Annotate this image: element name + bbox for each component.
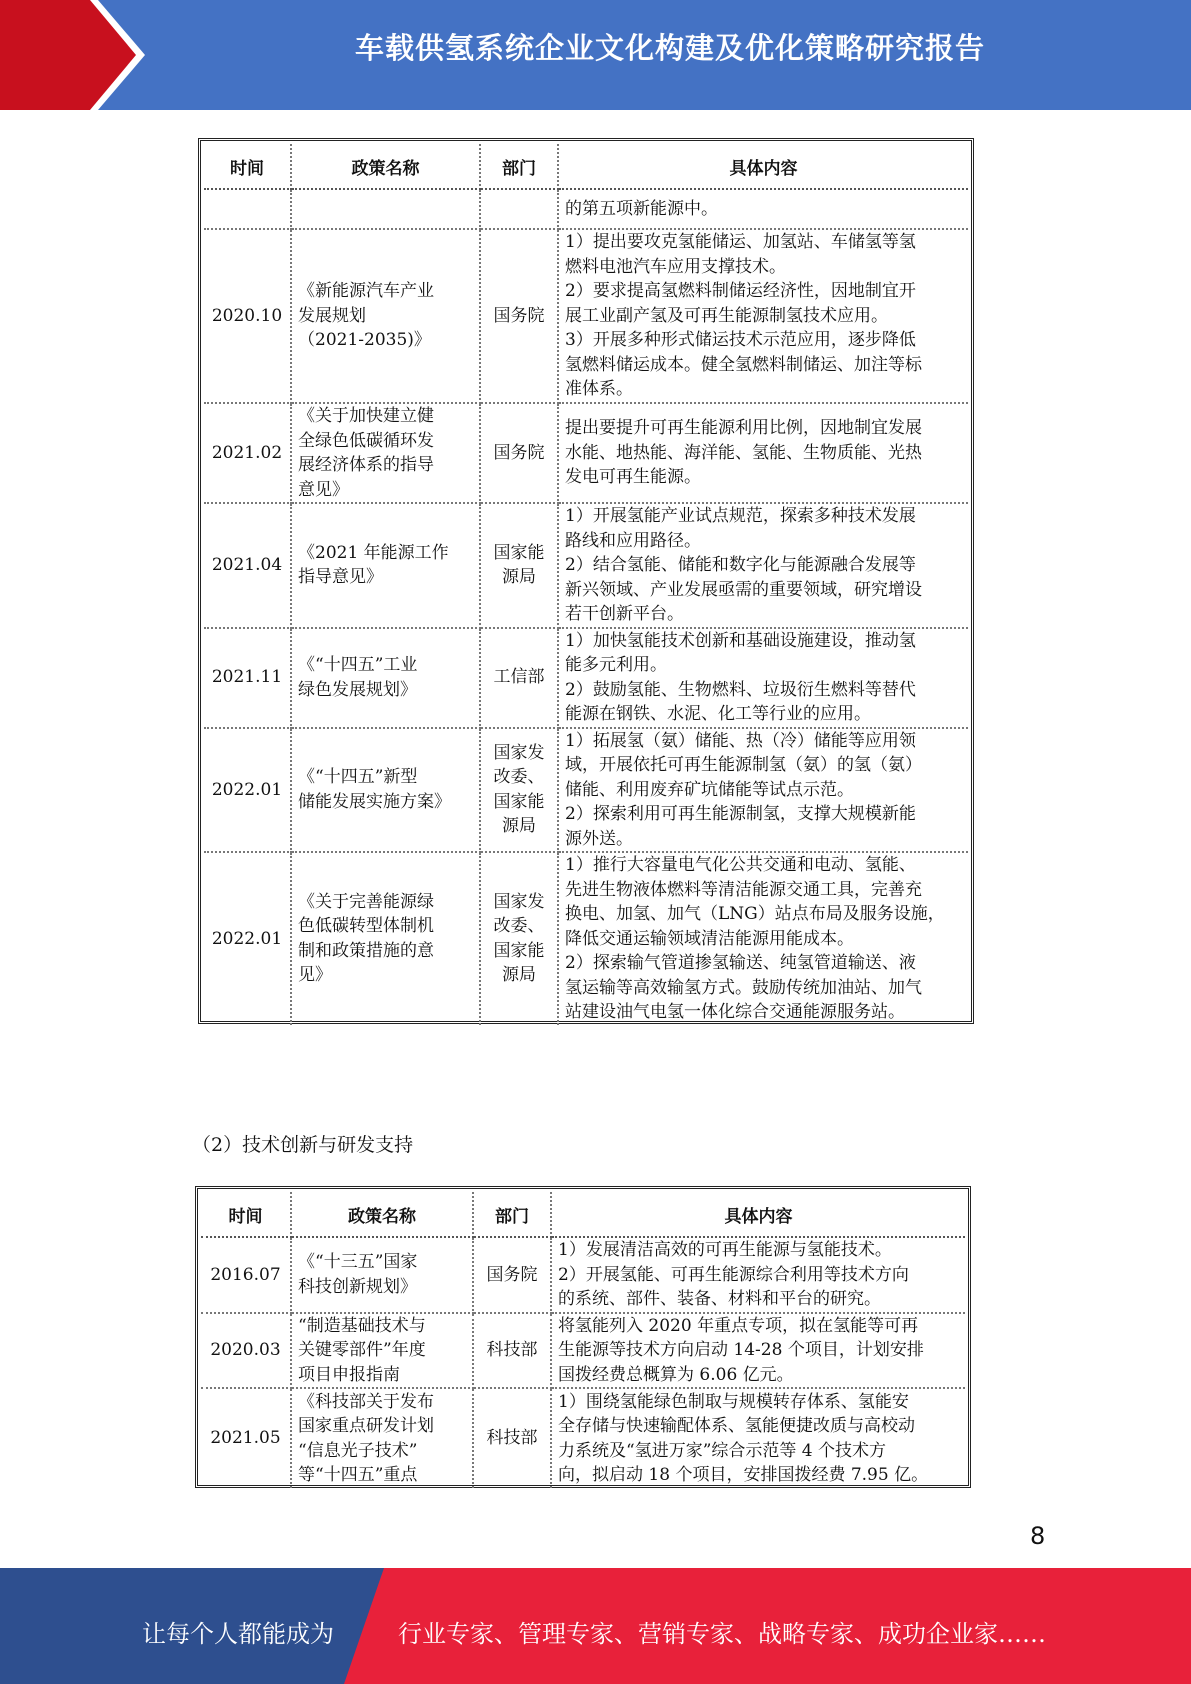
header-time: 时间 xyxy=(201,1192,291,1237)
cell-content-line: 1）开展氢能产业试点规范，探索多种技术发展 xyxy=(565,506,916,526)
cell-policy-name-line: 《2021 年能源工作 xyxy=(298,542,449,563)
table-header-row xyxy=(204,144,968,189)
cell-policy-name xyxy=(291,229,480,403)
cell-content-line: 准体系。 xyxy=(565,379,633,400)
cell-department-line: 国家能 xyxy=(493,542,545,563)
policy-table-1 xyxy=(198,138,974,1024)
cell-content-line: 的系统、部件、装备、材料和平台的研究。 xyxy=(558,1289,881,1309)
header-time: 时间 xyxy=(204,144,291,189)
cell-content-line: 的第五项新能源中。 xyxy=(565,198,718,219)
cell-policy-name-line: 绿色发展规划》 xyxy=(298,679,417,700)
cell-content-line: 国拨经费总概算为 6.06 亿元。 xyxy=(558,1364,794,1385)
cell-department-line: 工信部 xyxy=(493,667,545,688)
cell-time xyxy=(204,189,291,229)
cell-content-line: 发电可再生能源。 xyxy=(565,467,701,488)
cell-policy-name xyxy=(291,1313,473,1389)
cell-policy-name xyxy=(291,628,480,728)
cell-policy-name xyxy=(291,403,480,503)
cell-policy-name-line: 科技创新规划》 xyxy=(298,1276,417,1297)
cell-content xyxy=(551,1237,965,1313)
cell-policy-name-line: 《“十四五”工业 xyxy=(298,655,418,675)
cell-content-line: 2）开展氢能、可再生能源综合利用等技术方向 xyxy=(558,1264,909,1285)
cell-content-line: 先进生物液体燃料等清洁能源交通工具，完善充 xyxy=(565,879,922,900)
cell-policy-name-line: （2021-2035)》 xyxy=(298,330,431,351)
table-row xyxy=(204,503,968,628)
footer-slogan-right: 行业专家、管理专家、营销专家、战略专家、成功企业家…… xyxy=(398,1620,1046,1648)
table-row xyxy=(201,1313,965,1389)
cell-policy-name-line: 见》 xyxy=(298,965,332,986)
cell-content-line: 向，拟启动 18 个项目，安排国拨经费 7.95 亿。 xyxy=(558,1465,929,1485)
header-content: 具体内容 xyxy=(558,144,968,189)
cell-policy-name-line: 《“十三五”国家 xyxy=(298,1252,418,1273)
cell-time: 2021.05 xyxy=(201,1388,291,1488)
cell-department-line: 国家发 xyxy=(493,891,545,912)
cell-content xyxy=(558,189,968,229)
table-row xyxy=(201,1388,965,1488)
cell-content-line: 1）发展清洁高效的可再生能源与氢能技术。 xyxy=(558,1240,892,1260)
cell-content-line: 2）结合氢能、储能和数字化与能源融合发展等 xyxy=(565,555,916,575)
cell-content-line: 换电、加氢、加气（LNG）站点布局及服务设施， xyxy=(565,904,945,924)
cell-time: 2016.07 xyxy=(201,1237,291,1313)
table-row xyxy=(204,852,968,1025)
cell-department-line: 国务院 xyxy=(493,442,545,463)
cell-policy-name-line: 项目申报指南 xyxy=(298,1364,400,1385)
cell-content-line: 能多元利用。 xyxy=(565,655,667,675)
cell-department xyxy=(480,852,558,1025)
cell-policy-name-line: 等“十四五”重点 xyxy=(298,1465,418,1485)
cell-department xyxy=(473,1313,551,1389)
cell-department-line: 改委、 xyxy=(493,767,545,788)
table-row xyxy=(204,403,968,503)
cell-content-line: 展工业副产氢及可再生能源制氢技术应用。 xyxy=(565,305,888,326)
cell-content-line: 源外送。 xyxy=(565,828,633,849)
cell-policy-name-line: 意见》 xyxy=(298,479,349,500)
cell-department xyxy=(480,728,558,853)
header-policy-name: 政策名称 xyxy=(291,144,480,189)
cell-policy-name-line: 关键零部件”年度 xyxy=(298,1340,426,1360)
policy-table-2-grid xyxy=(201,1192,965,1488)
policy-table-1-grid xyxy=(204,144,968,1025)
cell-policy-name-line: “信息光子技术” xyxy=(298,1440,418,1461)
table-row xyxy=(201,1237,965,1313)
cell-department xyxy=(480,229,558,403)
cell-content xyxy=(558,628,968,728)
table-row xyxy=(204,728,968,853)
cell-content-line: 域，开展依托可再生能源制氢（氨）的氢（氨） xyxy=(565,755,922,775)
header-content: 具体内容 xyxy=(551,1192,965,1237)
cell-time: 2021.11 xyxy=(204,628,291,728)
cell-content-line: 2）探索利用可再生能源制氢，支撑大规模新能 xyxy=(565,804,916,824)
cell-time: 2020.10 xyxy=(204,229,291,403)
cell-content-line: 1）加快氢能技术创新和基础设施建设，推动氢 xyxy=(565,630,916,651)
cell-department xyxy=(480,403,558,503)
cell-content-line: 降低交通运输领域清洁能源用能成本。 xyxy=(565,928,854,949)
cell-policy-name-line: 《新能源汽车产业 xyxy=(298,281,434,302)
cell-content-line: 1）拓展氢（氨）储能、热（冷）储能等应用领 xyxy=(565,730,916,751)
cell-policy-name-line: 发展规划 xyxy=(298,305,366,326)
cell-department-line: 源局 xyxy=(502,567,536,588)
cell-content-line: 新兴领域、产业发展亟需的重要领域，研究增设 xyxy=(565,579,922,600)
cell-policy-name-line: 储能发展实施方案》 xyxy=(298,791,451,812)
page-header xyxy=(0,0,1191,110)
cell-content xyxy=(558,503,968,628)
cell-content-line: 2）鼓励氢能、生物燃料、垃圾衍生燃料等替代 xyxy=(565,679,916,700)
cell-content-line: 1）推行大容量电气化公共交通和电动、氢能、 xyxy=(565,855,916,875)
cell-department-line: 改委、 xyxy=(493,916,545,937)
table-row xyxy=(204,189,968,229)
cell-policy-name-line: 全绿色低碳循环发 xyxy=(298,430,434,451)
cell-content-line: 若干创新平台。 xyxy=(565,604,684,624)
cell-content-line: 3）开展多种形式储运技术示范应用，逐步降低 xyxy=(565,330,916,351)
cell-time: 2022.01 xyxy=(204,728,291,853)
cell-content-line: 储能、利用废弃矿坑储能等试点示范。 xyxy=(565,779,854,800)
cell-department-line: 国家能 xyxy=(493,791,545,812)
cell-department xyxy=(473,1388,551,1488)
cell-policy-name-line: 《关于加快建立健 xyxy=(298,406,434,426)
cell-time: 2021.04 xyxy=(204,503,291,628)
cell-content-line: 全存储与快速输配体系、氢能便捷改质与高校动 xyxy=(558,1416,915,1436)
cell-policy-name xyxy=(291,852,480,1025)
header-department: 部门 xyxy=(480,144,558,189)
cell-policy-name-line: 《“十四五”新型 xyxy=(298,767,418,788)
cell-department-line: 科技部 xyxy=(486,1428,538,1449)
cell-content-line: 将氢能列入 2020 年重点专项，拟在氢能等可再 xyxy=(558,1315,919,1336)
cell-content-line: 氢运输等高效输氢方式。鼓励传统加油站、加气 xyxy=(565,977,922,998)
cell-department-line: 国家能 xyxy=(493,940,545,961)
cell-policy-name-line: 色低碳转型体制机 xyxy=(298,916,434,937)
report-title: 车载供氢系统企业文化构建及优化策略研究报告 xyxy=(354,31,985,65)
page-number: 8 xyxy=(1030,1522,1046,1550)
cell-content xyxy=(558,728,968,853)
cell-policy-name xyxy=(291,728,480,853)
cell-policy-name-line: 《关于完善能源绿 xyxy=(298,891,434,912)
cell-department-line: 国务院 xyxy=(493,305,545,326)
cell-department-line: 科技部 xyxy=(486,1340,538,1360)
page-footer xyxy=(0,1568,1191,1684)
cell-policy-name-line: 《科技部关于发布 xyxy=(298,1391,434,1412)
header-department: 部门 xyxy=(473,1192,551,1237)
cell-department-line: 国家发 xyxy=(493,742,545,763)
cell-content xyxy=(551,1313,965,1389)
section-heading: （2）技术创新与研发支持 xyxy=(192,1134,414,1156)
cell-content-line: 路线和应用路径。 xyxy=(565,530,701,551)
cell-content-line: 力系统及“氢进万家”综合示范等 4 个技术方 xyxy=(558,1440,887,1461)
cell-policy-name xyxy=(291,1237,473,1313)
cell-policy-name xyxy=(291,1388,473,1488)
cell-policy-name xyxy=(291,189,480,229)
cell-department-line: 源局 xyxy=(502,816,536,837)
cell-content xyxy=(558,852,968,1025)
cell-content xyxy=(551,1388,965,1488)
cell-department-line: 源局 xyxy=(502,965,536,986)
cell-content-line: 生能源等技术方向启动 14-28 个项目，计划安排 xyxy=(558,1340,924,1360)
cell-content-line: 提出要提升可再生能源利用比例，因地制宜发展 xyxy=(565,418,922,439)
cell-policy-name-line: 制和政策措施的意 xyxy=(298,940,434,961)
cell-policy-name-line: 指导意见》 xyxy=(298,567,383,588)
table-row xyxy=(204,229,968,403)
cell-content-line: 水能、地热能、海洋能、氢能、生物质能、光热 xyxy=(565,442,922,463)
cell-content-line: 站建设油气电氢一体化综合交通能源服务站。 xyxy=(565,1002,905,1022)
cell-policy-name xyxy=(291,503,480,628)
cell-content-line: 2）要求提高氢燃料制储运经济性，因地制宜开 xyxy=(565,281,916,302)
footer-slogan-left: 让每个人都能成为 xyxy=(142,1620,334,1648)
cell-department xyxy=(480,628,558,728)
cell-content xyxy=(558,229,968,403)
cell-content-line: 2）探索输气管道掺氢输送、纯氢管道输送、液 xyxy=(565,953,916,973)
cell-policy-name-line: 展经济体系的指导 xyxy=(298,455,434,475)
table-row xyxy=(204,628,968,728)
cell-policy-name-line: 国家重点研发计划 xyxy=(298,1416,434,1436)
cell-time: 2020.03 xyxy=(201,1313,291,1389)
cell-policy-name-line: “制造基础技术与 xyxy=(298,1315,426,1336)
cell-department xyxy=(480,503,558,628)
table-header-row xyxy=(201,1192,965,1237)
cell-time: 2021.02 xyxy=(204,403,291,503)
cell-department-line: 国务院 xyxy=(486,1264,538,1285)
cell-time: 2022.01 xyxy=(204,852,291,1025)
cell-department xyxy=(480,189,558,229)
cell-content xyxy=(558,403,968,503)
cell-content-line: 1）围绕氢能绿色制取与规模转存体系、氢能安 xyxy=(558,1391,909,1412)
header-policy-name: 政策名称 xyxy=(291,1192,473,1237)
cell-department xyxy=(473,1237,551,1313)
cell-content-line: 氢燃料储运成本。健全氢燃料制储运、加注等标 xyxy=(565,354,922,375)
cell-content-line: 能源在钢铁、水泥、化工等行业的应用。 xyxy=(565,704,871,724)
cell-content-line: 燃料电池汽车应用支撑技术。 xyxy=(565,256,786,277)
cell-content-line: 1）提出要攻克氢能储运、加氢站、车储氢等氢 xyxy=(565,232,916,253)
policy-table-2 xyxy=(195,1186,971,1488)
